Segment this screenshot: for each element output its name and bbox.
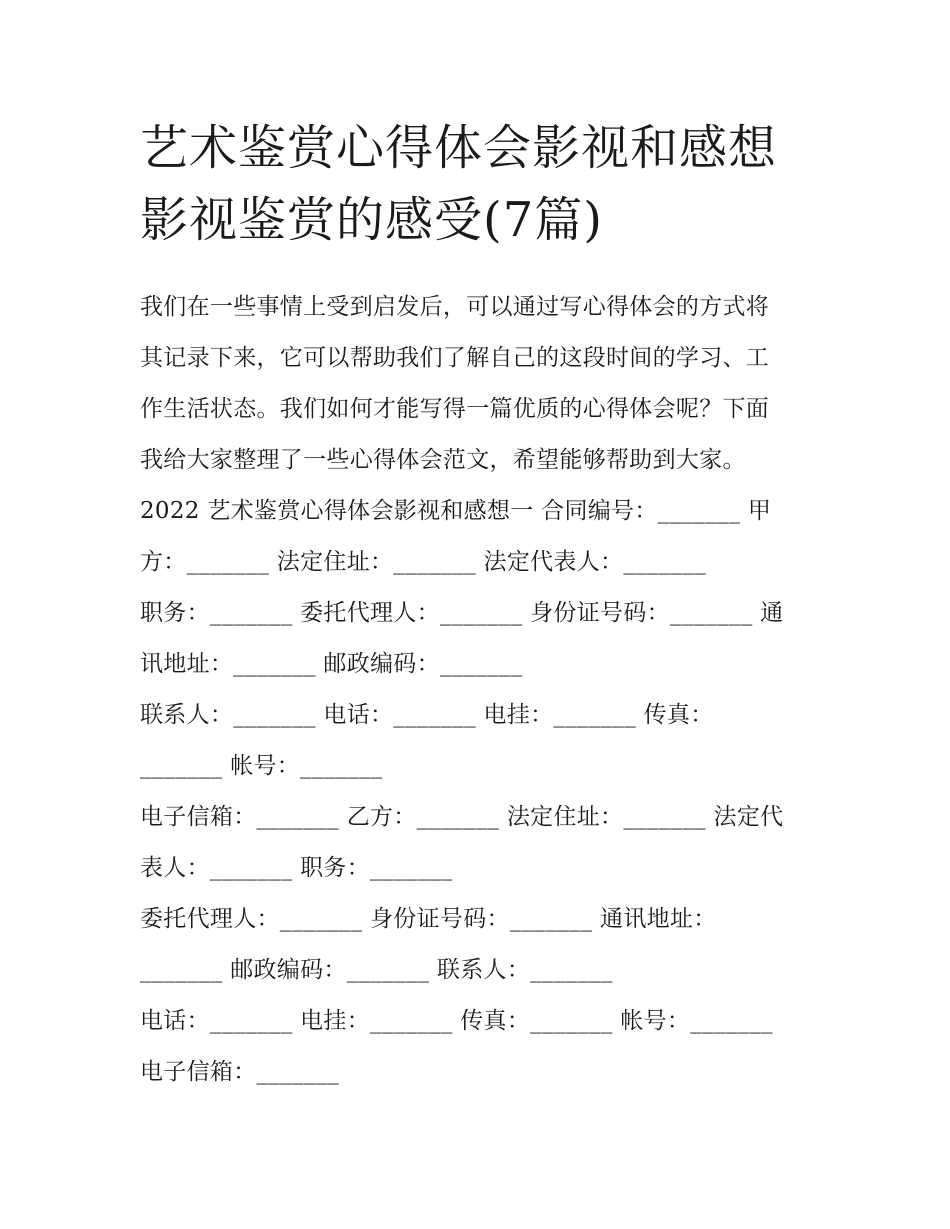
contract-line: 方：_______ 法定住址：_______ 法定代表人：_______: [140, 549, 706, 575]
contract-line: 2022 艺术鉴赏心得体会影视和感想一 合同编号：_______ 甲: [140, 498, 772, 524]
contract-line: 电子信箱：_______ 乙方：_______ 法定住址：_______ 法定代: [140, 804, 784, 830]
contract-line: 讯地址：_______ 邮政编码：_______: [140, 651, 523, 677]
contract-line: _______ 邮政编码：_______ 联系人：_______: [140, 957, 613, 983]
document-body: [140, 282, 820, 1098]
contract-line: 职务：_______ 委托代理人：_______ 身份证号码：_______ 通: [140, 600, 784, 626]
contract-line: 电话：_______ 电挂：_______ 传真：_______ 帐号：_______: [140, 1008, 773, 1034]
intro-line: 其记录下来，它可以帮助我们了解自己的这段时间的学习、工: [140, 345, 770, 371]
contract-line: 电子信箱：_______: [140, 1059, 340, 1085]
document-page: [140, 112, 820, 1098]
title-line-1: 艺术鉴赏心得体会影视和感想: [140, 120, 778, 176]
intro-line: 我们在一些事情上受到启发后，可以通过写心得体会的方式将: [140, 294, 770, 320]
contract-line: 表人：_______ 职务：_______: [140, 855, 453, 881]
intro-line: 我给大家整理了一些心得体会范文，希望能够帮助到大家。: [140, 447, 746, 473]
intro-line: 作生活状态。我们如何才能写得一篇优质的心得体会呢？下面: [140, 396, 770, 422]
contract-line: _______ 帐号：_______: [140, 753, 383, 779]
contract-line: 联系人：_______ 电话：_______ 电挂：_______ 传真：: [140, 702, 714, 728]
contract-line: 委托代理人：_______ 身份证号码：_______ 通讯地址：: [140, 906, 717, 932]
title-line-2: 影视鉴赏的感受(7篇): [140, 192, 603, 248]
document-title: [140, 112, 820, 256]
